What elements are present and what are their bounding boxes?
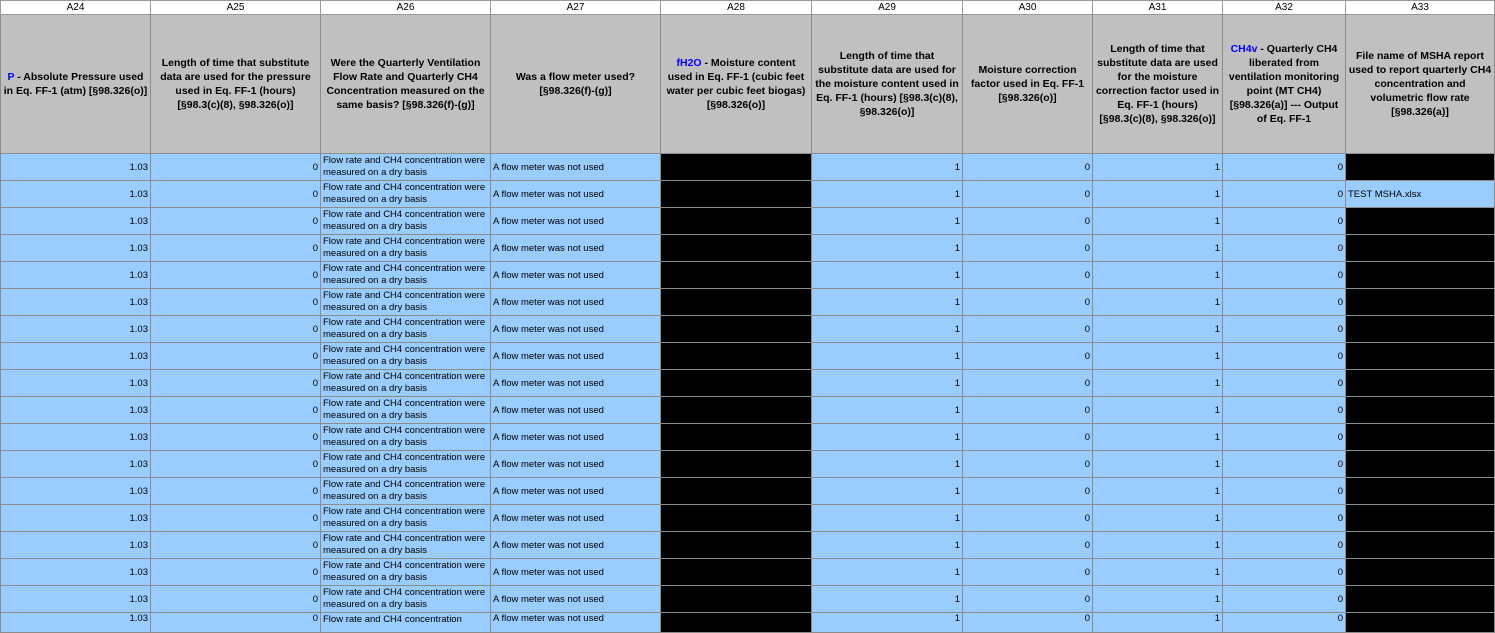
header-a26: Were the Quarterly Ventilation Flow Rate and Quarterly CH4 Concentration measured on the same basis? [§98.326(f)-(g)] xyxy=(321,15,491,154)
header-a25: Length of time that substitute data are used for the pressure used in Eq. FF-1 (hours) [§98.3(c)(8), §98.326(o)] xyxy=(151,15,321,154)
correction-substitute-hours-cell[interactable]: 1 xyxy=(1093,235,1223,262)
column-letter[interactable]: A30 xyxy=(963,1,1093,15)
moisture-correction-cell[interactable]: 0 xyxy=(963,532,1093,559)
measurement-basis-cell[interactable]: Flow rate and CH4 concentration were measured on a dry basis xyxy=(321,586,491,613)
moisture-content-cell xyxy=(661,262,812,289)
column-letter[interactable]: A33 xyxy=(1346,1,1495,15)
table-row xyxy=(1,613,1495,633)
moisture-substitute-hours-cell[interactable]: 1 xyxy=(812,208,963,235)
flow-meter-cell[interactable]: A flow meter was not used xyxy=(491,451,661,478)
pressure-substitute-hours-cell[interactable]: 0 xyxy=(151,397,321,424)
pressure-substitute-hours-cell[interactable]: 0 xyxy=(151,262,321,289)
moisture-correction-cell[interactable]: 0 xyxy=(963,370,1093,397)
pressure-substitute-hours-cell[interactable]: 0 xyxy=(151,505,321,532)
correction-substitute-hours-cell[interactable]: 1 xyxy=(1093,208,1223,235)
moisture-correction-cell[interactable]: 0 xyxy=(963,424,1093,451)
table-row xyxy=(1,532,1495,559)
flow-meter-cell[interactable]: A flow meter was not used xyxy=(491,586,661,613)
msha-file-cell xyxy=(1346,262,1495,289)
column-letter[interactable]: A28 xyxy=(661,1,812,15)
column-letter[interactable]: A32 xyxy=(1223,1,1346,15)
table-row xyxy=(1,451,1495,478)
moisture-content-cell xyxy=(661,235,812,262)
moisture-substitute-hours-cell[interactable]: 1 xyxy=(812,262,963,289)
measurement-basis-cell[interactable]: Flow rate and CH4 concentration were measured on a dry basis xyxy=(321,370,491,397)
correction-substitute-hours-cell[interactable]: 1 xyxy=(1093,532,1223,559)
flow-meter-cell[interactable]: A flow meter was not used xyxy=(491,613,661,633)
measurement-basis-cell[interactable]: Flow rate and CH4 concentration were measured on a dry basis xyxy=(321,532,491,559)
correction-substitute-hours-cell[interactable]: 1 xyxy=(1093,613,1223,633)
moisture-substitute-hours-cell[interactable]: 1 xyxy=(812,478,963,505)
table-row xyxy=(1,397,1495,424)
ch4-liberated-cell[interactable]: 0 xyxy=(1223,208,1346,235)
pressure-cell[interactable]: 1.03 xyxy=(1,262,151,289)
table-row xyxy=(1,505,1495,532)
moisture-content-cell xyxy=(661,208,812,235)
ch4-liberated-cell[interactable]: 0 xyxy=(1223,424,1346,451)
pressure-substitute-hours-cell[interactable]: 0 xyxy=(151,181,321,208)
column-letter-row xyxy=(1,1,1495,15)
moisture-substitute-hours-cell[interactable]: 1 xyxy=(812,424,963,451)
table-row xyxy=(1,154,1495,181)
ch4-liberated-cell[interactable]: 0 xyxy=(1223,532,1346,559)
column-letter[interactable]: A24 xyxy=(1,1,151,15)
measurement-basis-cell[interactable]: Flow rate and CH4 concentration were measured on a dry basis xyxy=(321,262,491,289)
moisture-substitute-hours-cell[interactable]: 1 xyxy=(812,613,963,633)
pressure-cell[interactable]: 1.03 xyxy=(1,586,151,613)
table-row xyxy=(1,559,1495,586)
moisture-content-cell xyxy=(661,532,812,559)
ch4-liberated-cell[interactable]: 0 xyxy=(1223,235,1346,262)
measurement-basis-cell[interactable]: Flow rate and CH4 concentration were measured on a dry basis xyxy=(321,559,491,586)
pressure-cell[interactable]: 1.03 xyxy=(1,154,151,181)
header-a28 xyxy=(661,15,812,154)
moisture-correction-cell[interactable]: 0 xyxy=(963,613,1093,633)
moisture-substitute-hours-cell[interactable]: 1 xyxy=(812,181,963,208)
msha-file-cell xyxy=(1346,397,1495,424)
header-a30: Moisture correction factor used in Eq. FF-1 [§98.326(o)] xyxy=(963,15,1093,154)
pressure-substitute-hours-cell[interactable]: 0 xyxy=(151,208,321,235)
table-row xyxy=(1,370,1495,397)
correction-substitute-hours-cell[interactable]: 1 xyxy=(1093,343,1223,370)
msha-file-cell xyxy=(1346,208,1495,235)
moisture-content-cell xyxy=(661,613,812,633)
msha-file-cell xyxy=(1346,424,1495,451)
correction-substitute-hours-cell[interactable]: 1 xyxy=(1093,154,1223,181)
pressure-cell[interactable]: 1.03 xyxy=(1,289,151,316)
moisture-correction-cell[interactable]: 0 xyxy=(963,181,1093,208)
correction-substitute-hours-cell[interactable]: 1 xyxy=(1093,262,1223,289)
msha-file-cell xyxy=(1346,505,1495,532)
measurement-basis-cell[interactable]: Flow rate and CH4 concentration were measured on a dry basis xyxy=(321,208,491,235)
moisture-content-cell xyxy=(661,181,812,208)
moisture-symbol: fH2O xyxy=(676,57,702,69)
moisture-content-cell xyxy=(661,478,812,505)
measurement-basis-cell[interactable]: Flow rate and CH4 concentration were measured on a dry basis xyxy=(321,505,491,532)
header-a32-text: - Quarterly CH4 liberated from ventilation monitoring point (MT CH4) [§98.326(a)] --- Output of Eq. FF-1 xyxy=(1228,43,1340,125)
correction-substitute-hours-cell[interactable]: 1 xyxy=(1093,505,1223,532)
measurement-basis-cell[interactable]: Flow rate and CH4 concentration were measured on a dry basis xyxy=(321,181,491,208)
column-letter[interactable]: A26 xyxy=(321,1,491,15)
table-row xyxy=(1,586,1495,613)
pressure-cell[interactable]: 1.03 xyxy=(1,532,151,559)
ch4-liberated-cell[interactable]: 0 xyxy=(1223,451,1346,478)
moisture-correction-cell[interactable]: 0 xyxy=(963,289,1093,316)
flow-meter-cell[interactable]: A flow meter was not used xyxy=(491,559,661,586)
correction-substitute-hours-cell[interactable]: 1 xyxy=(1093,478,1223,505)
moisture-correction-cell[interactable]: 0 xyxy=(963,316,1093,343)
table-row xyxy=(1,424,1495,451)
moisture-content-cell xyxy=(661,154,812,181)
header-a29: Length of time that substitute data are used for the moisture content used in Eq. FF-1 (hours) [§98.3(c)(8), §98.326(o)] xyxy=(812,15,963,154)
pressure-cell[interactable]: 1.03 xyxy=(1,424,151,451)
ch4-liberated-cell[interactable]: 0 xyxy=(1223,289,1346,316)
flow-meter-cell[interactable]: A flow meter was not used xyxy=(491,424,661,451)
moisture-substitute-hours-cell[interactable]: 1 xyxy=(812,505,963,532)
correction-substitute-hours-cell[interactable]: 1 xyxy=(1093,451,1223,478)
flow-meter-cell[interactable]: A flow meter was not used xyxy=(491,478,661,505)
pressure-cell[interactable]: 1.03 xyxy=(1,343,151,370)
moisture-substitute-hours-cell[interactable]: 1 xyxy=(812,559,963,586)
flow-meter-cell[interactable]: A flow meter was not used xyxy=(491,235,661,262)
table-row xyxy=(1,343,1495,370)
moisture-correction-cell[interactable]: 0 xyxy=(963,262,1093,289)
moisture-content-cell xyxy=(661,316,812,343)
pressure-symbol: P xyxy=(7,71,15,83)
moisture-correction-cell[interactable]: 0 xyxy=(963,505,1093,532)
msha-file-cell xyxy=(1346,613,1495,633)
correction-substitute-hours-cell[interactable]: 1 xyxy=(1093,316,1223,343)
pressure-cell[interactable]: 1.03 xyxy=(1,181,151,208)
msha-file-cell xyxy=(1346,343,1495,370)
pressure-cell[interactable]: 1.03 xyxy=(1,559,151,586)
msha-file-cell xyxy=(1346,451,1495,478)
moisture-content-cell xyxy=(661,397,812,424)
moisture-substitute-hours-cell[interactable]: 1 xyxy=(812,451,963,478)
pressure-cell[interactable]: 1.03 xyxy=(1,208,151,235)
measurement-basis-cell[interactable]: Flow rate and CH4 concentration were measured on a dry basis xyxy=(321,343,491,370)
moisture-substitute-hours-cell[interactable]: 1 xyxy=(812,532,963,559)
moisture-substitute-hours-cell[interactable]: 1 xyxy=(812,343,963,370)
msha-file-cell xyxy=(1346,532,1495,559)
moisture-content-cell xyxy=(661,505,812,532)
pressure-cell[interactable]: 1.03 xyxy=(1,478,151,505)
pressure-cell[interactable]: 1.03 xyxy=(1,235,151,262)
table-row xyxy=(1,208,1495,235)
flow-meter-cell[interactable]: A flow meter was not used xyxy=(491,208,661,235)
table-row xyxy=(1,289,1495,316)
measurement-basis-cell[interactable]: Flow rate and CH4 concentration were measured on a dry basis xyxy=(321,397,491,424)
header-a28-text: - Moisture content used in Eq. FF-1 (cubic feet water per cubic feet biogas) [§98.326(o)] xyxy=(666,57,806,111)
correction-substitute-hours-cell[interactable]: 1 xyxy=(1093,424,1223,451)
column-letter[interactable]: A29 xyxy=(812,1,963,15)
ch4-liberated-cell[interactable]: 0 xyxy=(1223,505,1346,532)
moisture-substitute-hours-cell[interactable]: 1 xyxy=(812,397,963,424)
moisture-correction-cell[interactable]: 0 xyxy=(963,154,1093,181)
measurement-basis-cell[interactable]: Flow rate and CH4 concentration were measured on a dry basis xyxy=(321,451,491,478)
column-letter[interactable]: A31 xyxy=(1093,1,1223,15)
moisture-content-cell xyxy=(661,289,812,316)
moisture-correction-cell[interactable]: 0 xyxy=(963,208,1093,235)
pressure-cell[interactable]: 1.03 xyxy=(1,505,151,532)
moisture-content-cell xyxy=(661,559,812,586)
moisture-substitute-hours-cell[interactable]: 1 xyxy=(812,235,963,262)
ch4-liberated-cell[interactable]: 0 xyxy=(1223,262,1346,289)
moisture-substitute-hours-cell[interactable]: 1 xyxy=(812,316,963,343)
flow-meter-cell[interactable]: A flow meter was not used xyxy=(491,289,661,316)
pressure-cell[interactable]: 1.03 xyxy=(1,316,151,343)
pressure-substitute-hours-cell[interactable]: 0 xyxy=(151,316,321,343)
msha-file-cell xyxy=(1346,559,1495,586)
correction-substitute-hours-cell[interactable]: 1 xyxy=(1093,181,1223,208)
flow-meter-cell[interactable]: A flow meter was not used xyxy=(491,505,661,532)
pressure-cell[interactable]: 1.03 xyxy=(1,370,151,397)
measurement-basis-cell[interactable]: Flow rate and CH4 concentration xyxy=(321,613,491,633)
moisture-correction-cell[interactable]: 0 xyxy=(963,478,1093,505)
ch4-liberated-cell[interactable]: 0 xyxy=(1223,370,1346,397)
column-letter[interactable]: A27 xyxy=(491,1,661,15)
measurement-basis-cell[interactable]: Flow rate and CH4 concentration were measured on a dry basis xyxy=(321,316,491,343)
ch4-liberated-cell[interactable]: 0 xyxy=(1223,154,1346,181)
ch4-liberated-cell[interactable]: 0 xyxy=(1223,343,1346,370)
moisture-content-cell xyxy=(661,451,812,478)
pressure-substitute-hours-cell[interactable]: 0 xyxy=(151,613,321,633)
pressure-substitute-hours-cell[interactable]: 0 xyxy=(151,478,321,505)
moisture-substitute-hours-cell[interactable]: 1 xyxy=(812,289,963,316)
correction-substitute-hours-cell[interactable]: 1 xyxy=(1093,289,1223,316)
ch4-liberated-cell[interactable]: 0 xyxy=(1223,613,1346,633)
ch4-liberated-cell[interactable]: 0 xyxy=(1223,478,1346,505)
msha-file-cell xyxy=(1346,478,1495,505)
moisture-correction-cell[interactable]: 0 xyxy=(963,343,1093,370)
flow-meter-cell[interactable]: A flow meter was not used xyxy=(491,316,661,343)
table-row xyxy=(1,478,1495,505)
pressure-substitute-hours-cell[interactable]: 0 xyxy=(151,154,321,181)
pressure-substitute-hours-cell[interactable]: 0 xyxy=(151,289,321,316)
pressure-substitute-hours-cell[interactable]: 0 xyxy=(151,586,321,613)
pressure-substitute-hours-cell[interactable]: 0 xyxy=(151,370,321,397)
header-a32 xyxy=(1223,15,1346,154)
table-row xyxy=(1,316,1495,343)
pressure-cell[interactable]: 1.03 xyxy=(1,451,151,478)
column-letter[interactable]: A25 xyxy=(151,1,321,15)
flow-meter-cell[interactable]: A flow meter was not used xyxy=(491,370,661,397)
table-row xyxy=(1,235,1495,262)
moisture-substitute-hours-cell[interactable]: 1 xyxy=(812,586,963,613)
pressure-cell[interactable]: 1.03 xyxy=(1,613,151,633)
msha-file-cell[interactable]: TEST MSHA.xlsx xyxy=(1346,181,1495,208)
flow-meter-cell[interactable]: A flow meter was not used xyxy=(491,397,661,424)
msha-file-cell xyxy=(1346,154,1495,181)
flow-meter-cell[interactable]: A flow meter was not used xyxy=(491,154,661,181)
moisture-content-cell xyxy=(661,424,812,451)
flow-meter-cell[interactable]: A flow meter was not used xyxy=(491,532,661,559)
pressure-substitute-hours-cell[interactable]: 0 xyxy=(151,451,321,478)
pressure-substitute-hours-cell[interactable]: 0 xyxy=(151,424,321,451)
ch4-liberated-cell[interactable]: 0 xyxy=(1223,316,1346,343)
moisture-correction-cell[interactable]: 0 xyxy=(963,451,1093,478)
header-a24-text: - Absolute Pressure used in Eq. FF-1 (atm) [§98.326(o)] xyxy=(3,71,148,97)
header-a24 xyxy=(1,15,151,154)
correction-substitute-hours-cell[interactable]: 1 xyxy=(1093,397,1223,424)
msha-file-cell xyxy=(1346,316,1495,343)
pressure-substitute-hours-cell[interactable]: 0 xyxy=(151,559,321,586)
table-row xyxy=(1,181,1495,208)
ch4-symbol: CH4v xyxy=(1230,43,1258,55)
pressure-substitute-hours-cell[interactable]: 0 xyxy=(151,343,321,370)
moisture-content-cell xyxy=(661,586,812,613)
ch4-liberated-cell[interactable]: 0 xyxy=(1223,586,1346,613)
moisture-content-cell xyxy=(661,343,812,370)
moisture-correction-cell[interactable]: 0 xyxy=(963,586,1093,613)
header-a33: File name of MSHA report used to report quarterly CH4 concentration and volumetric flow rate [§98.326(a)] xyxy=(1346,15,1495,154)
moisture-correction-cell[interactable]: 0 xyxy=(963,235,1093,262)
measurement-basis-cell[interactable]: Flow rate and CH4 concentration were measured on a dry basis xyxy=(321,478,491,505)
pressure-substitute-hours-cell[interactable]: 0 xyxy=(151,532,321,559)
header-a31: Length of time that substitute data are used for the moisture correction factor used in Eq. FF-1 (hours) [§98.3(c)(8), §98.326(o)] xyxy=(1093,15,1223,154)
flow-meter-cell[interactable]: A flow meter was not used xyxy=(491,343,661,370)
measurement-basis-cell[interactable]: Flow rate and CH4 concentration were measured on a dry basis xyxy=(321,424,491,451)
moisture-content-cell xyxy=(661,370,812,397)
ch4-liberated-cell[interactable]: 0 xyxy=(1223,559,1346,586)
correction-substitute-hours-cell[interactable]: 1 xyxy=(1093,586,1223,613)
measurement-basis-cell[interactable]: Flow rate and CH4 concentration were measured on a dry basis xyxy=(321,235,491,262)
flow-meter-cell[interactable]: A flow meter was not used xyxy=(491,262,661,289)
moisture-correction-cell[interactable]: 0 xyxy=(963,397,1093,424)
moisture-correction-cell[interactable]: 0 xyxy=(963,559,1093,586)
pressure-substitute-hours-cell[interactable]: 0 xyxy=(151,235,321,262)
msha-file-cell xyxy=(1346,370,1495,397)
moisture-substitute-hours-cell[interactable]: 1 xyxy=(812,154,963,181)
header-row xyxy=(1,15,1495,154)
correction-substitute-hours-cell[interactable]: 1 xyxy=(1093,559,1223,586)
ch4-liberated-cell[interactable]: 0 xyxy=(1223,181,1346,208)
measurement-basis-cell[interactable]: Flow rate and CH4 concentration were measured on a dry basis xyxy=(321,154,491,181)
msha-file-cell xyxy=(1346,289,1495,316)
msha-file-cell xyxy=(1346,235,1495,262)
ch4-liberated-cell[interactable]: 0 xyxy=(1223,397,1346,424)
correction-substitute-hours-cell[interactable]: 1 xyxy=(1093,370,1223,397)
measurement-basis-cell[interactable]: Flow rate and CH4 concentration were measured on a dry basis xyxy=(321,289,491,316)
table-row xyxy=(1,262,1495,289)
moisture-substitute-hours-cell[interactable]: 1 xyxy=(812,370,963,397)
header-a27: Was a flow meter used? [§98.326(f)-(g)] xyxy=(491,15,661,154)
msha-file-cell xyxy=(1346,586,1495,613)
flow-meter-cell[interactable]: A flow meter was not used xyxy=(491,181,661,208)
pressure-cell[interactable]: 1.03 xyxy=(1,397,151,424)
